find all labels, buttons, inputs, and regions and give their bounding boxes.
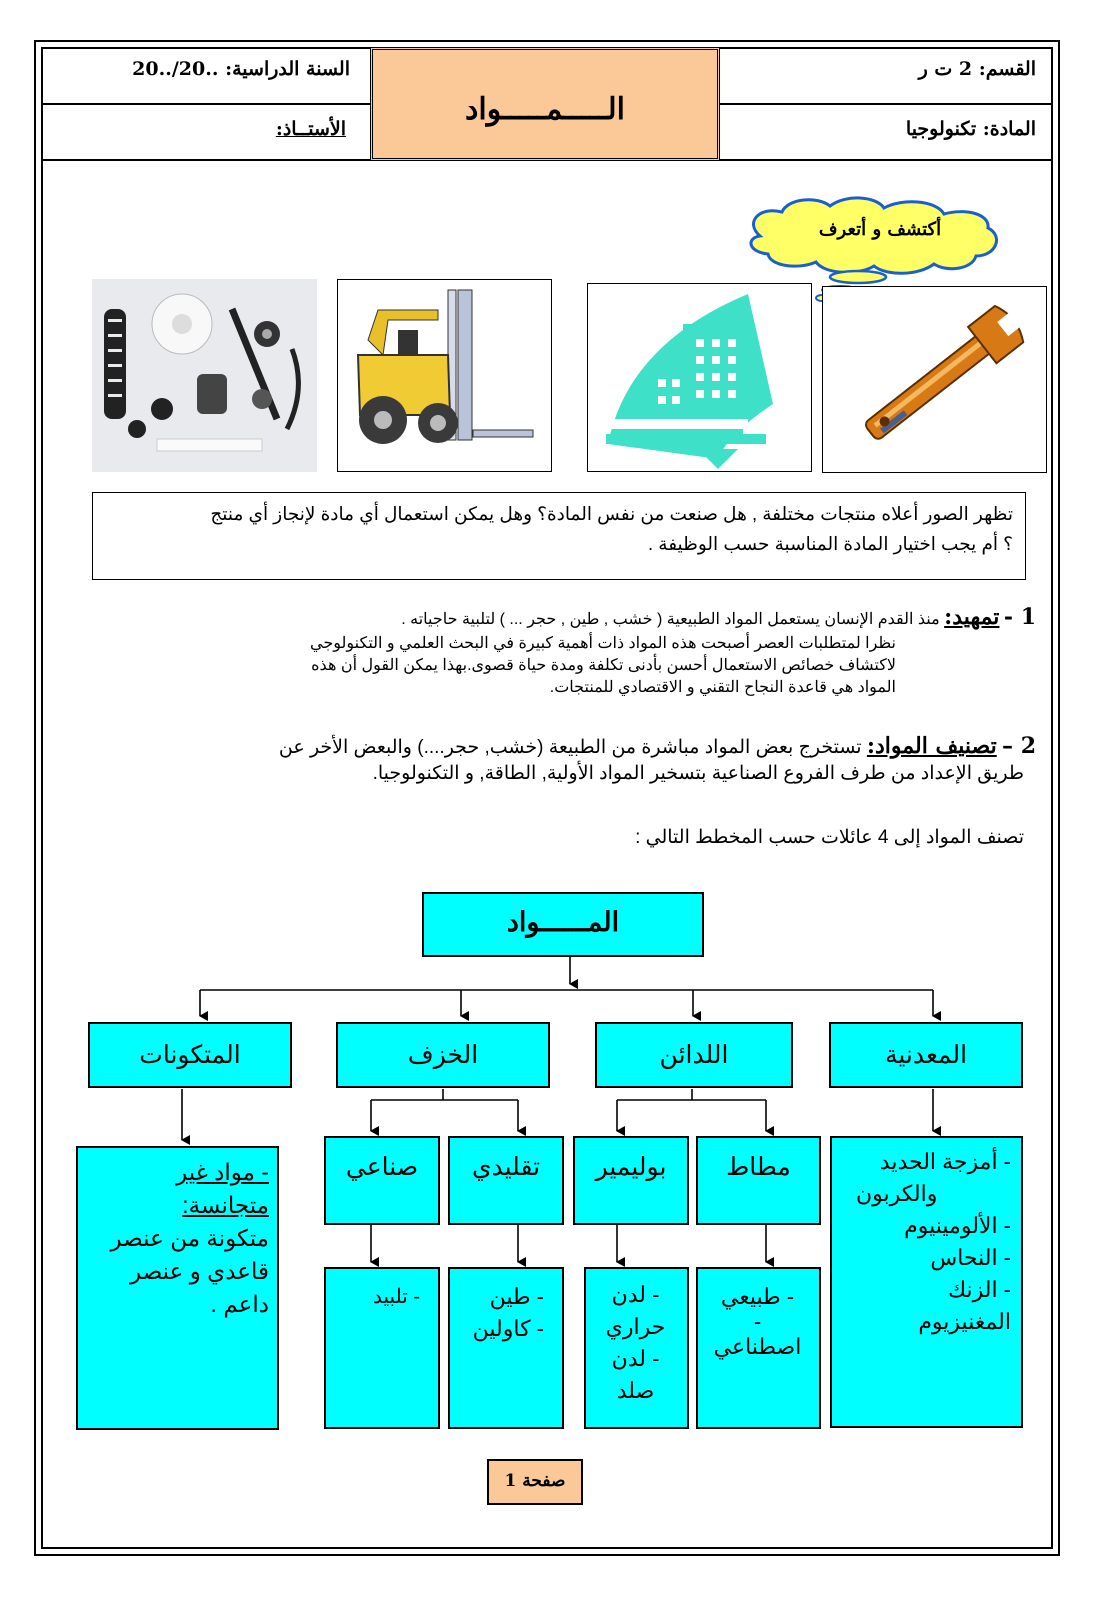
diagram-root	[422, 892, 704, 957]
family-plastics-label: اللدائن	[659, 1041, 729, 1069]
composites-line-3: داعم .	[210, 1291, 269, 1317]
family-ceramics-label: الخزف	[407, 1041, 479, 1069]
subtype-industrial	[324, 1136, 440, 1225]
section2-intro: تصنف المواد إلى 4 عائلات حسب المخطط التالي :	[635, 827, 1024, 848]
section2-heading: تصنيف المواد:	[866, 733, 997, 759]
family-ceramics	[336, 1022, 550, 1088]
metals-item-2: - الألومينيوم	[904, 1213, 1011, 1238]
family-metals-label: المعدنية	[884, 1041, 968, 1069]
polymer-item-4: صلد	[616, 1378, 655, 1403]
page-number: صفحة 1	[504, 1471, 566, 1491]
year-label: السنة الدراسية: ..20/..20	[132, 58, 350, 80]
polymer-examples	[592, 1279, 679, 1407]
traditional-item-1: - طين	[489, 1284, 544, 1309]
metals-item-3: - النحاس	[930, 1245, 1011, 1270]
traditional-examples-box	[448, 1267, 564, 1429]
polymer-item-2: حراري	[605, 1314, 666, 1339]
traditional-examples	[456, 1281, 544, 1345]
section2-number: 2 –	[1002, 733, 1036, 759]
metals-item-5: المغنيزيوم	[918, 1309, 1011, 1334]
bubble-text: أكتشف و أتعرف	[818, 219, 942, 240]
subtype-traditional-label: تقليدي	[471, 1153, 541, 1181]
question-line-2: ؟ أم يجب اختيار المادة المناسبة حسب الوظيفة .	[648, 533, 1013, 554]
composites-examples-box	[76, 1146, 279, 1430]
page-number-box	[487, 1459, 583, 1505]
composites-examples	[84, 1156, 269, 1321]
rubber-item-3: اصطناعي	[713, 1334, 802, 1359]
rubber-item-2: -	[753, 1309, 762, 1334]
subtype-rubber-label: مطاط	[726, 1153, 791, 1181]
industrial-item-1: - تلبيد	[373, 1286, 420, 1308]
section1-heading: تمهيد:	[944, 604, 1000, 630]
polymer-examples-box	[584, 1267, 689, 1429]
polymer-item-1: - لدن	[611, 1282, 660, 1307]
teacher-label: الأستــاذ:	[275, 118, 346, 140]
metals-examples-box	[830, 1136, 1023, 1428]
rubber-item-1: - طبيعي	[720, 1284, 795, 1309]
page-title: الـــــمـــــواد	[465, 92, 625, 127]
section1-line-1: منذ القدم الإنسان يستعمل المواد الطبيعية ( خشب , طين , حجر ... ) لتلبية حاجياته .	[401, 611, 940, 628]
subtype-polymer-label: بوليمير	[595, 1153, 667, 1181]
subtype-rubber	[696, 1136, 821, 1225]
subtype-polymer	[573, 1136, 689, 1225]
composites-title: - مواد غير متجانسة:	[176, 1159, 269, 1218]
family-composites-label: المتكونات	[139, 1041, 241, 1069]
section2-line-1: تستخرج بعض المواد مباشرة من الطبيعة (خشب, حجر....) والبعض الأخر عن	[278, 737, 862, 758]
rubber-examples	[704, 1281, 811, 1363]
section1-number: 1 -	[1003, 604, 1036, 630]
section1-line-4: المواد هي قاعدة النجاح التقني و الاقتصادي للمنتجات.	[549, 679, 896, 696]
section1-line-3: لاكتشاف خصائص الاستعمال أحسن بأدنى تكلفة ومدة حياة قصوى.بهذا يمكن القول أن هذه	[311, 657, 896, 674]
industrial-examples	[332, 1281, 420, 1313]
metals-item-1b: والكربون	[856, 1181, 938, 1206]
subtype-traditional	[448, 1136, 564, 1225]
family-metals	[829, 1022, 1023, 1088]
composites-line-1: متكونة من عنصر	[110, 1225, 269, 1251]
composites-line-2: قاعدي و عنصر	[130, 1258, 269, 1284]
class-label: القسم: 2 ت ر	[918, 58, 1036, 80]
section1-line-2: نظرا لمتطلبات العصر أصبحت هذه المواد ذات أهمية كبيرة في البحث العلمي و التكنولوجي	[310, 635, 896, 652]
polymer-item-3: - لدن	[611, 1346, 660, 1371]
diagram-root-label: المــــــواد	[506, 907, 620, 938]
traditional-item-2: - كاولين	[472, 1316, 544, 1341]
subtype-industrial-label: صناعي	[345, 1153, 419, 1181]
question-line-1: تظهر الصور أعلاه منتجات مختلفة , هل صنعت من نفس المادة؟ وهل يمكن استعمال أي مادة لإنجاز أي منتج	[210, 503, 1013, 524]
industrial-examples-box	[324, 1267, 440, 1429]
family-composites	[88, 1022, 292, 1088]
metals-examples	[838, 1146, 1011, 1338]
subject-label: المادة: تكنولوجيا	[905, 118, 1036, 140]
rubber-examples-box	[696, 1267, 821, 1429]
section2-line-2: طريق الإعداد من طرف الفروع الصناعية بتسخير المواد الأولية, الطاقة, و التكنولوجيا.	[372, 763, 1024, 784]
metals-item-4: - الزنك	[947, 1277, 1011, 1302]
metals-item-1: - أمزجة الحديد	[879, 1149, 1011, 1174]
family-plastics	[595, 1022, 793, 1088]
